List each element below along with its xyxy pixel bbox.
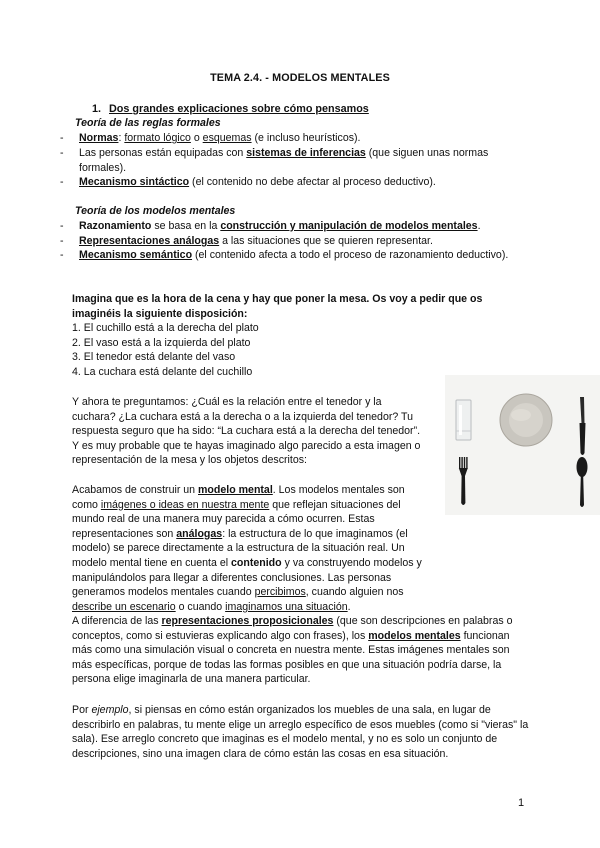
section-heading-text: Dos grandes explicaciones sobre cómo pensamos [109, 103, 369, 115]
list-item: 1. El cuchillo está a la derecha del plato [72, 322, 259, 334]
spoon-icon [577, 457, 588, 507]
reglas-item-3: - Mecanismo sintáctico (el contenido no debe afectar al proceso deductivo). [60, 176, 436, 188]
exercise-prompt: Imagina que es la hora de la cena y hay que poner la mesa. Os voy a pedir que os imaginéis la siguiente disposición: [72, 293, 483, 320]
list-item: 3. El tenedor está delante del vaso [72, 351, 236, 364]
reglas-item-1: - Normas: formato lógico o esquemas (e incluso heurísticos). [60, 132, 361, 144]
modelos-item-1: - Razonamiento se basa en la construcción y manipulación de modelos mentales. [60, 220, 481, 232]
ejemplo-paragraph: Por ejemplo, si piensas en cómo están organizados los muebles de una sala, en lugar de describirlo en palabras, tu mente elige un arreglo específico de esos muebles (como si "vieras" la sala). Ese arreglo concreto que imaginas es el modelo mental, y no es solo un conjunto de descripciones, sino una imagen clara de cómo están las cosas en esa situación. [72, 704, 529, 760]
page-number: 1 [518, 797, 525, 809]
reglas-item-2: - Las personas están equipadas con sistemas de inferencias (que siguen unas normas formales). [60, 147, 489, 174]
answer-paragraph: Y ahora te preguntamos: ¿Cuál es la relación entre el tenedor y la cuchara? ¿La cuchara está a la derecha o a la izquierda del tenedor? Tu respuesta seguro que ha sido: “La cuchara está a la derecha del tenedor”. Y es muy probable que te hayas imaginado algo parecido a esta imagen o representación de la mesa y los objetos descritos: [72, 396, 421, 467]
glass-icon [456, 400, 471, 440]
fork-icon [459, 457, 468, 505]
reglas-subtitle: Teoría de las reglas formales [75, 117, 221, 129]
list-item: 2. El vaso está a la izquierda del plato [72, 336, 251, 349]
section-number: 1. [92, 103, 102, 115]
diferencia-paragraph: A diferencia de las representaciones proposicionales (que son descripciones en palabras o conceptos, como si estuvieras explicando algo con frases), los modelos mentales funcionan más como una simulación visual o concreta en nuestra mente. Estas imágenes mentales son más específicas, porque de todas las formas posibles en que una situación podría darse, la persona elige imaginarla de una manera particular. [72, 615, 513, 686]
section-heading [92, 103, 369, 115]
knife-icon [580, 397, 586, 455]
modelos-item-2: - Representaciones análogas a las situaciones que se quieren representar. [60, 235, 433, 247]
table-setting-image [445, 375, 600, 515]
page-title: TEMA 2.4. - MODELOS MENTALES [210, 72, 390, 84]
list-item: 4. La cuchara está delante del cuchillo [72, 365, 253, 378]
table-setting-illustration [445, 375, 600, 515]
modelo-paragraph-start: Acabamos de construir un modelo mental. Los modelos mentales son como imágenes o ideas en nuestra mente que reflejan situaciones del mundo real de una manera muy parecida a cómo ocurren. Estas representaciones son análogas: la estructura de lo que imaginamos (el modelo) se parece directamente a la estructura de la situación real. Un modelo mental tiene en cuenta el contenido y va construyendo modelos y manipulándolos para llegar a diferentes conclusiones. Las personas generamos modelos mentales cuando percibimos, cuando alguien nos describe un escenario o cuando imaginamos una situación. [72, 484, 422, 613]
modelos-item-3: - Mecanismo semántico (el contenido afecta a todo el proceso de razonamiento deductivo). [60, 249, 509, 261]
modelos-subtitle: Teoría de los modelos mentales [75, 205, 236, 217]
plate-icon [500, 394, 552, 446]
arrangement-list [72, 321, 259, 379]
